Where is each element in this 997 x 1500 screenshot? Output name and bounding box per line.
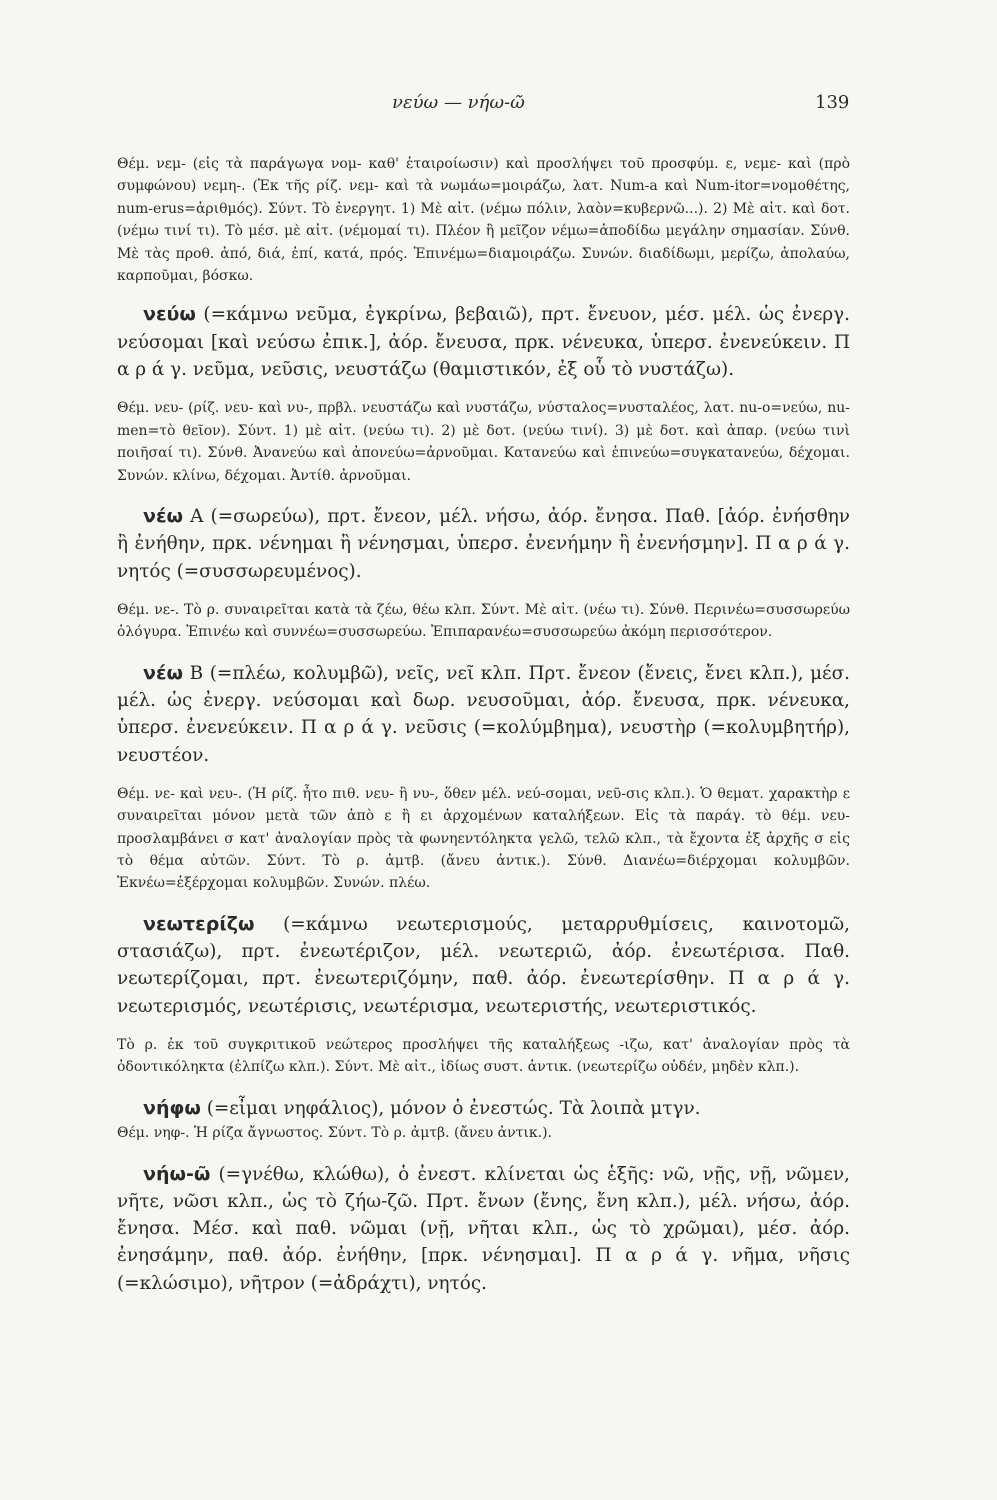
- entry-neo-no: [117, 1161, 850, 1297]
- etymology-note-neuo: Θέμ. νευ- (ρίζ. νευ- καὶ νυ-, πρβλ. νευστάζω καὶ νυστάζω, νύσταλος=νυσταλέος, λατ. nu-o=νεύω, nu-men=τὸ θεῖον). Σύντ. 1) μὲ αἰτ. (νεύω τι). 2) μὲ δοτ. (νεύω τινί). 3) μὲ δοτ. καὶ ἀπαρ. (νεύω τινὶ ποιῆσαί τι). Σύνθ. Ἀνανεύω καὶ ἀπονεύω=ἀρνοῦμαι. Κατανεύω καὶ ἐπινεύω=συγκατανεύω, δέχομαι. Συνών. κλίνω, δέχομαι. Ἀντίθ. ἀρνοῦμαι.: [117, 400, 850, 484]
- page-header: [0, 92, 997, 122]
- headword: νεύω: [143, 303, 196, 326]
- entry-body: Α (=σωρεύω), πρτ. ἔνεον, μέλ. νήσω, ἀόρ. ἔνησα. Παθ. [ἀόρ. ἐνήσθην ἢ ἐνήθην, πρκ. νένημαι ἢ νένησμαι, ὑπερσ. ἐνενήμην ἢ ἐνενήσμην]. Π α ρ ά γ. νητός (=συσσωρευμένος).: [117, 505, 850, 582]
- headword: νήω-ῶ: [143, 1162, 211, 1185]
- headword: νήφω: [143, 1096, 201, 1119]
- entry-body: (=εἶμαι νηφάλιος), μόνον ὁ ἐνεστώς. Τὰ λοιπὰ μτγν.: [200, 1097, 701, 1119]
- headword: νέω: [143, 661, 184, 684]
- headword: νεωτερίζω: [143, 912, 255, 935]
- entry-body: (=γνέθω, κλώθω), ὁ ἐνεστ. κλίνεται ὡς ἑξῆς: νῶ, νῇς, νῇ, νῶμεν, νῆτε, νῶσι κλπ., ὡς τὸ ζήω-ζῶ. Πρτ. ἔνων (ἔνης, ἔνη κλπ.), μέλ. νήσω, ἀόρ. ἔνησα. Μέσ. καὶ παθ. νῶμαι (νῇ, νῆται κλπ., ὡς τὸ χρῶμαι), μέσ. ἀόρ. ἐνησάμην, παθ. ἀόρ. ἐνήθην, [πρκ. νένησμαι]. Π α ρ ά γ. νῆμα, νῆσις (=κλώσιμο), νῆτρον (=ἀδράχτι), νητός.: [117, 1163, 850, 1294]
- etymology-note-neo-a: Θέμ. νε-. Τὸ ρ. συναιρεῖται κατὰ τὰ ζέω, θέω κλπ. Σύντ. Μὲ αἰτ. (νέω τι). Σύνθ. Περινέω=συσσωρεύω ὁλόγυρα. Ἐπινέω καὶ συννέω=συσσωρεύω. Ἐπιπαρανέω=συσσωρεύω ἀκόμη περισσότερον.: [117, 601, 850, 641]
- etymology-note-neoterizo: Τὸ ρ. ἐκ τοῦ συγκριτικοῦ νεώτερος προσλήψει τῆς καταλήξεως -ιζω, κατ' ἀναλογίαν πρὸς τὰ ὀδοντικόληκτα (ἐλπίζω κλπ.). Σύντ. Μὲ αἰτ., ἰδίως συστ. ἀντικ. (νεωτερίζω οὐδέν, μηδὲν κλπ.).: [117, 1037, 850, 1076]
- page-number: 139: [815, 92, 850, 113]
- etymology-note-nepho: Θέμ. νηφ-. Ἡ ρίζα ἄγνωστος. Σύντ. Τὸ ρ. ἀμτβ. (ἄνευ ἀντικ.).: [117, 1125, 552, 1142]
- entry-body: (=κάμνω νεωτερισμούς, μεταρρυθμίσεις, καινοτομῶ, στασιάζω), πρτ. ἐνεωτέριζον, μέλ. νεωτεριῶ, ἀόρ. ἐνεωτέρισα. Παθ. νεωτερίζομαι, πρτ. ἐνεωτεριζόμην, παθ. ἀόρ. ἐνεωτερίσθην. Π α ρ ά γ. νεωτερισμός, νεωτέρισις, νεωτέρισμα, νεωτεριστής, νεωτεριστικός.: [117, 913, 850, 1017]
- entry-nepho: [117, 1095, 850, 1122]
- running-head: νεύω — νήω-ῶ: [392, 92, 525, 113]
- entry-neo-a: [117, 503, 850, 585]
- entry-body: (=κάμνω νεῦμα, ἐγκρίνω, βεβαιῶ), πρτ. ἔνευον, μέσ. μέλ. ὡς ἐνεργ. νεύσομαι [καὶ νεύσω ἐπικ.], ἀόρ. ἔνευσα, πρκ. νένευκα, ὑπερσ. ἐνενεύκειν. Π α ρ ά γ. νεῦμα, νεῦσις, νευστάζω (θαμιστικόν, ἐξ οὗ τὸ νυστάζω).: [117, 304, 850, 381]
- etymology-note-neo-b: Θέμ. νε- καὶ νευ-. (Ἡ ρίζ. ἦτο πιθ. νευ- ἢ νυ-, ὅθεν μέλ. νεύ-σομαι, νεῦ-σις κλπ.). Ὁ θεματ. χαρακτὴρ ε συναιρεῖται μόνον μετὰ τῶν ἀπὸ ε ἢ ει ἀρχομένων καταλήξεων. Εἰς τὰ παράγ. τὸ θέμ. νευ- προσλαμβάνει σ κατ' ἀναλογίαν πρὸς τὰ φωνηεντόληκτα γελῶ, τελῶ κλπ., τὰ ἔχοντα ἐξ ἀρχῆς σ εἰς τὸ θέμα αὐτῶν. Σύντ. Τὸ ρ. ἀμτβ. (ἄνευ ἀντικ.). Σύνθ. Διανέω=διέρχομαι κολυμβῶν. Ἐκνέω=ἐξέρχομαι κολυμβῶν. Συνών. πλέω.: [117, 785, 850, 892]
- etymology-note-nemo: Θέμ. νεμ- (εἰς τὰ παράγωγα νομ- καθ' ἑταιροίωσιν) καὶ προσλήψει τοῦ προσφύμ. ε, νεμε- καὶ (πρὸ συμφώνου) νεμη-. (Ἐκ τῆς ρίζ. νεμ- καὶ τὰ νωμάω=μοιράζω, λατ. Num-a καὶ Num-itor=νομοθέτης, num-erus=ἀριθμός). Σύντ. Τὸ ἐνεργητ. 1) Μὲ αἰτ. (νέμω πόλιν, λαὸν=κυβερνῶ...). 2) Μὲ αἰτ. καὶ δοτ. (νέμω τινί τι). Τὸ μέσ. μὲ αἰτ. (νέμομαί τι). Πλέον ἢ μεῖζον νέμω=ἀποδίδω μεγάλην σημασίαν. Σύνθ. Μὲ τὰς προθ. ἀπό, διά, ἐπί, κατά, πρός. Ἐπινέμω=διαμοιράζω. Συνών. διαδίδωμι, μερίζω, ἀπολαύω, καρποῦμαι, βόσκω.: [117, 156, 850, 285]
- entry-neuo: [117, 301, 850, 383]
- headword: νέω: [143, 504, 184, 527]
- entry-neo-b: [117, 660, 850, 769]
- text-column: [117, 153, 850, 1297]
- entry-neoterizo: [117, 911, 850, 1020]
- entry-body: Β (=πλέω, κολυμβῶ), νεῖς, νεῖ κλπ. Πρτ. ἔνεον (ἔνεις, ἔνει κλπ.), μέσ. μέλ. ὡς ἐνεργ. νεύσομαι καὶ δωρ. νευσοῦμαι, ἀόρ. ἔνευσα, πρκ. νένευκα, ὑπερσ. ἐνενεύκειν. Π α ρ ά γ. νεῦσις (=κολύμβημα), νευστὴρ (=κολυμβητήρ), νευστέον.: [117, 662, 850, 766]
